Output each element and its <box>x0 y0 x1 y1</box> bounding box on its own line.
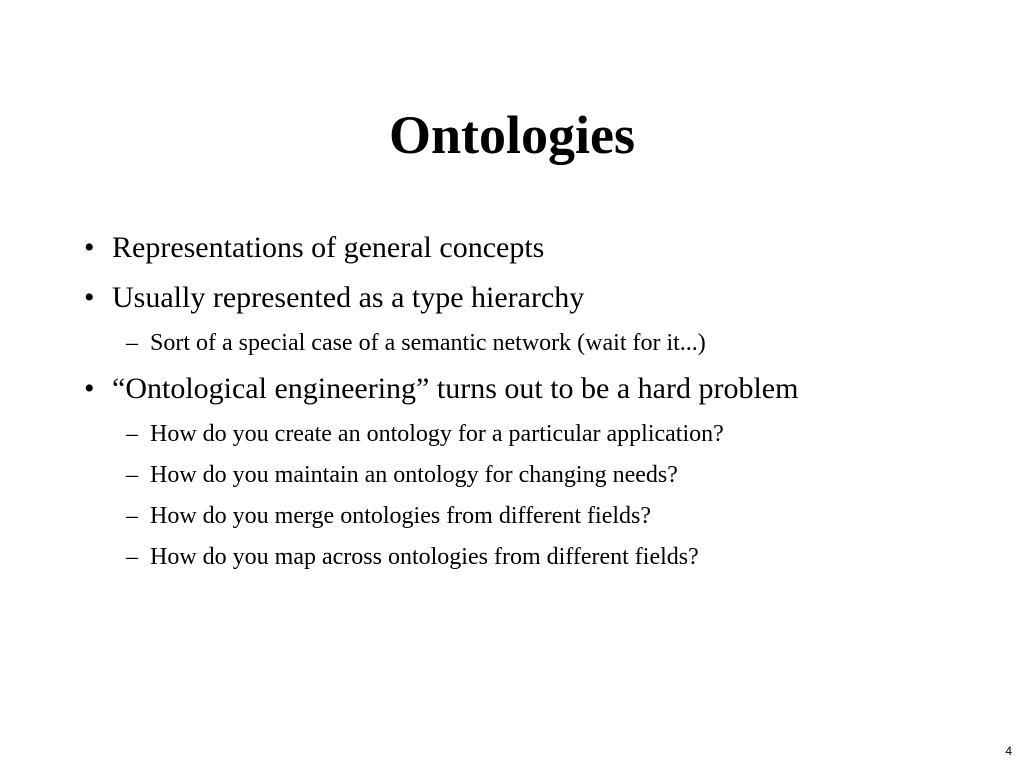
bullet-marker: • <box>84 281 95 314</box>
dash-marker: – <box>126 421 138 447</box>
sub-bullet-text: How do you map across ontologies from different fields? <box>150 544 699 570</box>
sub-bullet-item <box>84 418 984 450</box>
page-number: 4 <box>1005 744 1012 758</box>
sub-bullet-text: How do you maintain an ontology for changing needs? <box>150 462 678 488</box>
bullet-text: Representations of general concepts <box>112 231 545 264</box>
sub-bullet-text: Sort of a special case of a semantic network (wait for it...) <box>150 330 706 356</box>
sub-bullet-item <box>84 327 984 359</box>
bullet-marker: • <box>84 231 95 264</box>
bullet-list <box>84 228 984 573</box>
slide-title: Ontologies <box>388 105 635 165</box>
dash-marker: – <box>126 462 138 488</box>
dash-marker: – <box>126 330 138 356</box>
bullet-item <box>84 369 984 409</box>
sub-bullet-item <box>84 459 984 491</box>
sub-bullet-text: How do you create an ontology for a particular application? <box>150 421 724 447</box>
sub-bullet-item <box>84 500 984 532</box>
bullet-item <box>84 228 984 268</box>
sub-bullet-text: How do you merge ontologies from different fields? <box>150 503 651 529</box>
bullet-text: Usually represented as a type hierarchy <box>112 281 585 314</box>
sub-bullet-item <box>84 541 984 573</box>
bullet-marker: • <box>84 372 95 405</box>
bullet-text: “Ontological engineering” turns out to be a hard problem <box>112 372 799 405</box>
dash-marker: – <box>126 503 138 529</box>
dash-marker: – <box>126 544 138 570</box>
bullet-item <box>84 278 984 318</box>
